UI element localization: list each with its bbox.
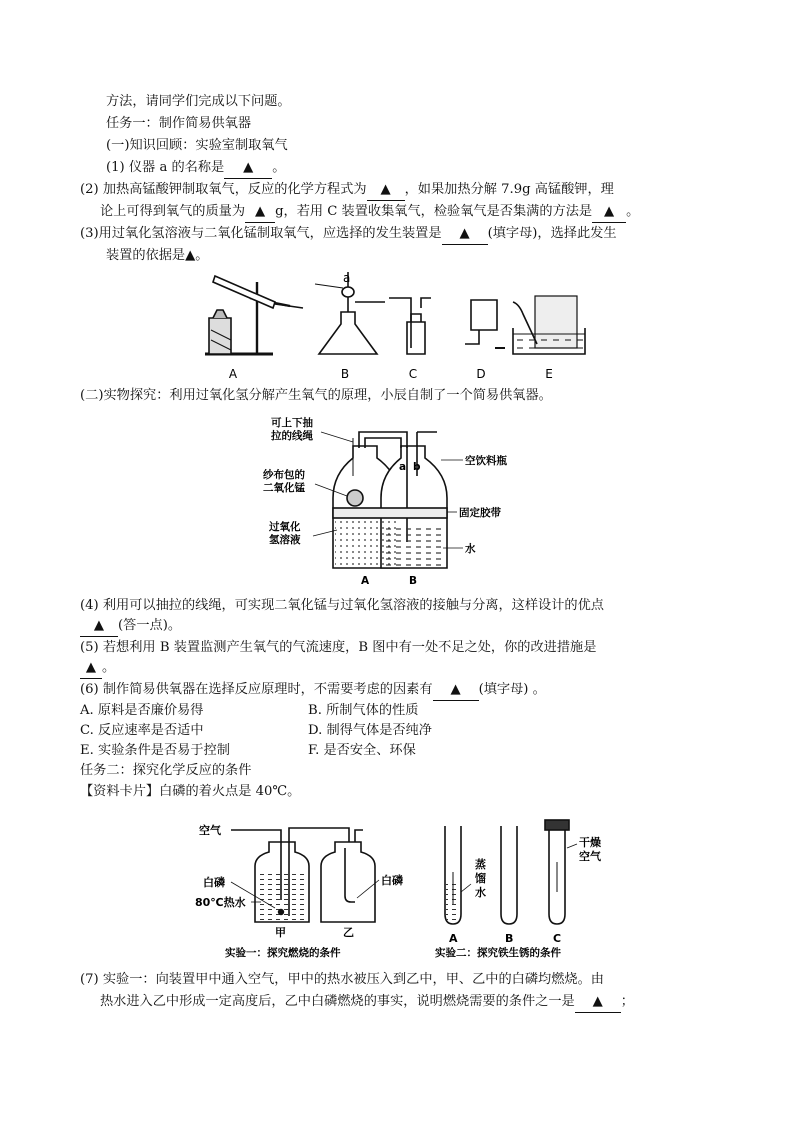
label-yi: 乙 <box>343 926 354 939</box>
answer-blank[interactable]: ▲ <box>442 224 488 245</box>
label-dry-air-2: 空气 <box>579 850 601 863</box>
oxygen-supplier-figure <box>255 412 515 588</box>
option-f: F. 是否安全、环保 <box>308 743 416 758</box>
question-4-line2: ▲ (答一点)。 <box>80 616 181 637</box>
answer-blank[interactable]: ▲ <box>367 180 405 201</box>
label-distilled-3: 水 <box>475 886 486 899</box>
label-h2o2-1: 过氧化 <box>269 521 301 533</box>
answer-blank[interactable]: ▲ <box>575 992 621 1013</box>
fig1-label-e: E <box>545 367 553 381</box>
label-white-p-right: 白磷 <box>381 874 403 887</box>
fig1-label-d: D <box>476 367 486 381</box>
label-tube-b: b <box>413 461 421 473</box>
option-d: D. 制得气体是否纯净 <box>308 723 432 738</box>
answer-blank[interactable]: ▲ <box>245 202 275 223</box>
label-a: a <box>343 271 351 285</box>
label-h2o2-2: 氢溶液 <box>269 534 301 546</box>
answer-blank[interactable]: ▲ <box>224 158 272 179</box>
label-pull-rope-1: 可上下抽 <box>271 417 313 429</box>
question-3-line1: (3)用过氧化氢溶液与二氧化锰制取氧气，应选择的发生装置是 ▲ (填字母)，选择此发生 <box>80 224 617 245</box>
section1-heading: (一)知识回顾：实验室制取氧气 <box>106 138 288 153</box>
question-2-line2: 论上可得到氧气的质量为 ▲ g，若用 C 装置收集氧气，检验氧气是否集满的方法是 ▲ 。 <box>100 202 639 223</box>
label-tube-b: B <box>505 932 514 945</box>
answer-blank[interactable]: ▲ <box>80 616 118 637</box>
label-mno2-2: 二氧化锰 <box>263 482 305 494</box>
intro-line: 方法，请同学们完成以下问题。 <box>106 94 291 109</box>
question-7-line1: (7) 实验一：向装置甲中通入空气，甲中的热水被压入到乙中，甲、乙中的白磷均燃烧。由 <box>80 972 604 987</box>
label-white-p-left: 白磷 <box>203 876 225 889</box>
label-hot-water: 80℃热水 <box>195 896 246 909</box>
label-distilled-1: 蒸 <box>475 858 486 871</box>
label-dry-air-1: 干燥 <box>579 836 601 849</box>
info-card: 【资料卡片】白磷的着火点是 40℃。 <box>80 784 301 799</box>
caption-experiment-2: 实验二：探究铁生锈的条件 <box>435 947 561 959</box>
label-distilled-2: 馏 <box>475 872 486 885</box>
fig1-label-a: A <box>228 367 238 381</box>
label-pull-rope-2: 拉的线绳 <box>271 430 313 442</box>
option-a: A. 原料是否廉价易得 <box>80 703 204 718</box>
label-tube-c: C <box>553 932 562 945</box>
label-jia: 甲 <box>275 926 286 939</box>
answer-mark[interactable]: ▲ <box>185 248 196 263</box>
label-bottle-a: A <box>361 575 370 587</box>
label-tape: 固定胶带 <box>459 507 501 519</box>
answer-blank[interactable]: ▲ <box>592 202 626 223</box>
section2-heading: (二)实物探究：利用过氧化氢分解产生氧气的原理，小辰自制了一个简易供氧器。 <box>80 388 552 403</box>
question-3-line2: 装置的依据是▲。 <box>106 248 209 263</box>
task1-heading: 任务一：制作简易供氧器 <box>106 116 252 131</box>
label-mno2-1: 纱布包的 <box>263 469 305 481</box>
option-c: C. 反应速率是否适中 <box>80 723 204 738</box>
task2-heading: 任务二：探究化学反应的条件 <box>80 763 252 778</box>
question-2-line1: (2) 加热高锰酸钾制取氧气，反应的化学方程式为 ▲ ，如果加热分解 7.9g 高锰酸钾，理 <box>80 180 614 201</box>
apparatus-figure-ae <box>195 268 595 386</box>
question-5-line2: ▲ 。 <box>80 658 115 679</box>
option-b: B. 所制气体的性质 <box>308 703 419 718</box>
caption-experiment-1: 实验一：探究燃烧的条件 <box>225 947 341 959</box>
label-air: 空气 <box>199 824 221 837</box>
question-7-line2: 热水进入乙中形成一定高度后，乙中白磷燃烧的事实，说明燃烧需要的条件之一是 ▲ ； <box>100 992 634 1013</box>
label-bottle-b: B <box>409 575 418 587</box>
question-6: (6) 制作简易供氧器在选择反应原理时，不需要考虑的因素有 ▲ (填字母) 。 <box>80 680 546 701</box>
label-tube-a: a <box>399 461 407 473</box>
experiments-figure <box>195 812 615 960</box>
question-4-line1: (4) 利用可以抽拉的线绳，可实现二氧化锰与过氧化氢溶液的接触与分离，这样设计的优点 <box>80 598 604 613</box>
label-tube-a: A <box>449 932 458 945</box>
option-e: E. 实验条件是否易于控制 <box>80 743 230 758</box>
fig1-label-c: C <box>408 367 418 381</box>
question-1: (1) 仪器 a 的名称是 ▲ 。 <box>106 158 285 179</box>
label-water: 水 <box>465 543 476 555</box>
answer-blank[interactable]: ▲ <box>433 680 479 701</box>
label-bottle: 空饮料瓶 <box>465 455 507 467</box>
fig1-label-b: B <box>340 367 350 381</box>
question-5-line1: (5) 若想利用 B 装置监测产生氧气的气流速度，B 图中有一处不足之处，你的改进措施是 <box>80 640 597 655</box>
answer-blank[interactable]: ▲ <box>80 658 102 679</box>
